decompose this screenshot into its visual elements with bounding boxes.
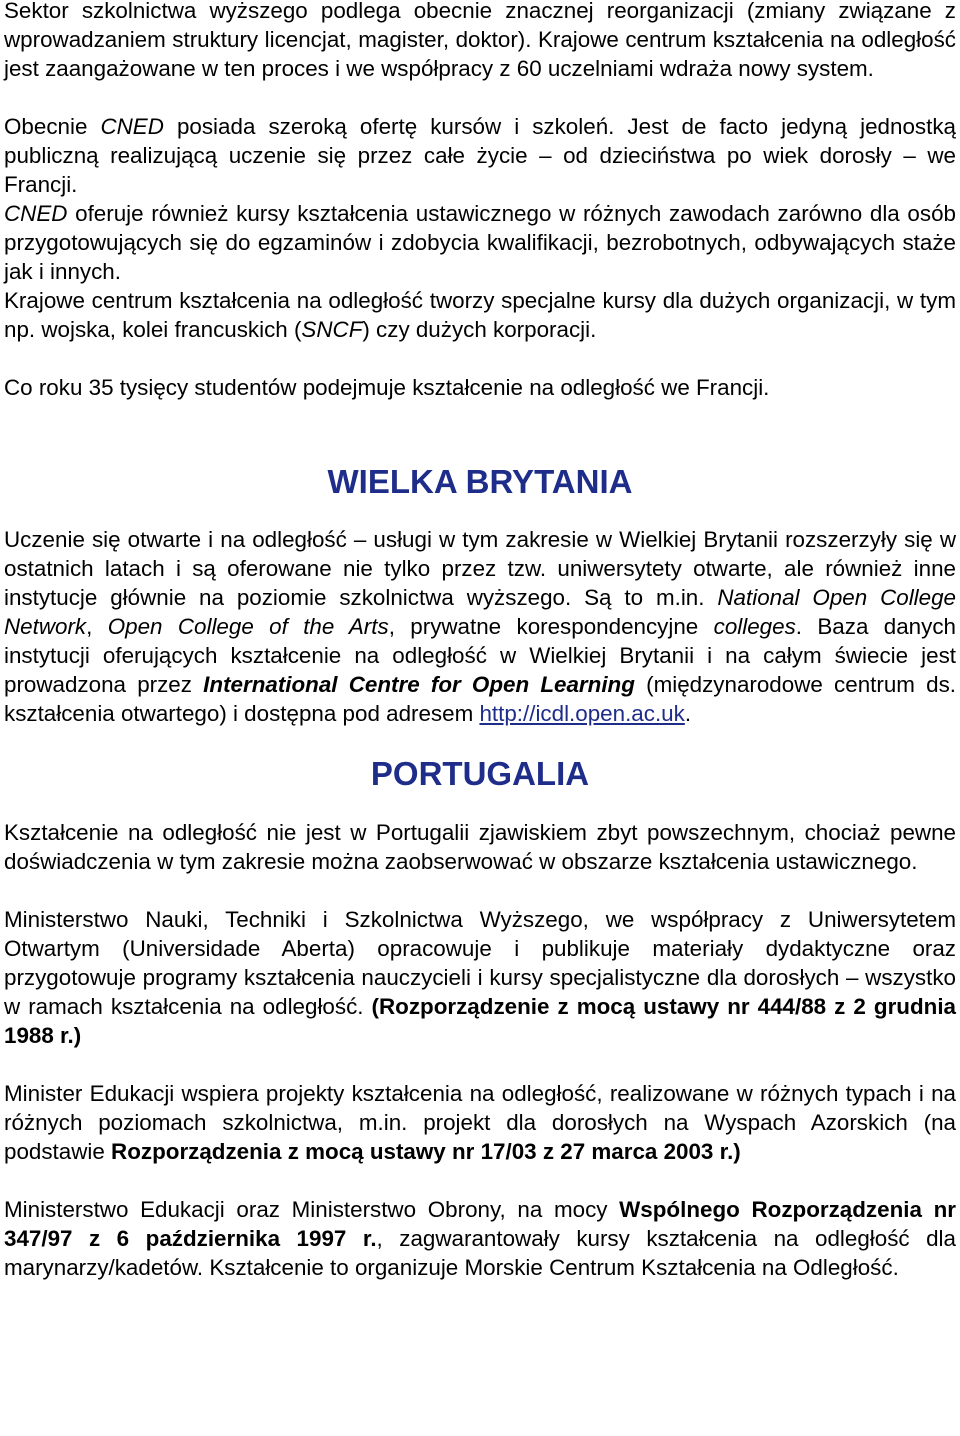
oca-term: Open College of the Arts <box>107 614 389 639</box>
text: Obecnie <box>4 114 101 139</box>
spacer <box>4 402 956 462</box>
spacer <box>4 876 956 905</box>
text: , zagwarantowały kursy kształcenia na odległość dla marynarzy/kadetów. Kształcenie to organizuje Morskie Centrum Kształcenia na Odległość. <box>4 1226 956 1280</box>
spacer <box>4 728 956 754</box>
text: Ministerstwo Edukacji oraz Ministerstwo Obrony, na mocy <box>4 1197 620 1222</box>
text: (międzynarodowe centrum ds. kształcenia otwartego) i dostępna pod adresem <box>4 672 957 726</box>
portugal-paragraph-3 <box>4 1079 956 1166</box>
section-heading-uk: WIELKA BRYTANIA <box>327 463 633 500</box>
text: , prywatne korespondencyjne <box>388 614 714 639</box>
noc-term: National Open College Network <box>4 585 957 639</box>
decree-444-88: (Rozporządzenie z mocą ustawy nr 444/88 z 2 grudnia 1988 r.) <box>4 994 956 1048</box>
text: . Baza danych instytucji oferujących kształcenie na odległość w Wielkiej Brytanii i na całym świecie jest prowadzona przez <box>4 614 956 697</box>
text: Ministerstwo Nauki, Techniki i Szkolnictwa Wyższego, we współpracy z Uniwersytetem Otwartym (Universidade Aberta) opracowuje i publikuje materiały dydaktyczne oraz przygotowuje programy kształcenia nauczycieli i kursy specjalistyczne dla dorosłych – wszystko w ramach kształcenia na odległość. <box>4 907 956 1019</box>
colleges-term: colleges <box>713 614 796 639</box>
france-paragraph-5: Co roku 35 tysięcy studentów podejmuje kształcenie na odległość we Francji. <box>4 375 770 400</box>
france-paragraph-3 <box>4 199 956 286</box>
text: , <box>86 614 108 639</box>
france-paragraph-1: Sektor szkolnictwa wyższego podlega obecnie znacznej reorganizacji (zmiany związane z wprowadzaniem struktury licencjat, magister, doktor). Krajowe centrum kształcenia na odległość jest zaangażowane w ten proces i we współpracy z 60 uczelniami wdraża nowy system. <box>4 0 956 81</box>
text: ) czy dużych korporacji. <box>362 317 597 342</box>
portugal-paragraph-2 <box>4 905 956 1050</box>
text: Krajowe centrum kształcenia na odległość tworzy specjalne kursy dla dużych organizacji, w tym np. wojska, kolei francuskich ( <box>4 288 956 342</box>
cned-term: CNED <box>100 114 164 139</box>
spacer <box>4 83 956 112</box>
text: Minister Edukacji wspiera projekty kształcenia na odległość, realizowane w różnych typach i na różnych poziomach szkolnictwa, m.in. projekt dla dorosłych na Wyspach Azorskich (na podstawie <box>4 1081 956 1164</box>
spacer <box>4 1050 956 1079</box>
spacer <box>4 502 956 525</box>
portugal-paragraph-1: Kształcenie na odległość nie jest w Portugalii zjawiskiem zbyt powszechnym, chociaż pewne doświadczenia w tym zakresie można zaobserwować w obszarze kształcenia ustawicznego. <box>4 820 956 874</box>
france-paragraph-2 <box>4 112 956 199</box>
portugal-paragraph-4 <box>4 1195 956 1282</box>
text: . <box>684 701 692 726</box>
icdl-link[interactable]: http://icdl.open.ac.uk <box>479 701 685 726</box>
decree-17-03: Rozporządzenia z mocą ustawy nr 17/03 z 27 marca 2003 r.) <box>111 1139 741 1164</box>
spacer <box>4 1166 956 1195</box>
france-paragraph-4 <box>4 286 956 344</box>
spacer <box>4 794 956 818</box>
section-heading-portugal: PORTUGALIA <box>370 755 590 792</box>
text: posiada szeroką ofertę kursów i szkoleń. Jest de facto jedyną jednostką publiczną realizującą uczenie się przez całe życie – od dzieciństwa po wiek dorosły – we Francji. <box>4 114 956 197</box>
uk-paragraph <box>4 525 956 728</box>
spacer <box>4 344 956 373</box>
text: oferuje również kursy kształcenia ustawicznego w różnych zawodach zarówno dla osób przygotowujących się do egzaminów i zdobycia kwalifikacji, bezrobotnych, odbywających staże jak i innych. <box>4 201 956 284</box>
cned-term: CNED <box>4 201 68 226</box>
sncf-term: SNCF <box>301 317 363 342</box>
decree-347-97: Wspólnego Rozporządzenia nr 347/97 z 6 października 1997 r. <box>4 1197 956 1251</box>
icol-term: International Centre for Open Learning <box>203 672 635 697</box>
text: Uczenie się otwarte i na odległość – usługi w tym zakresie w Wielkiej Brytanii rozszerzyły się w ostatnich latach i są oferowane nie tylko przez tzw. uniwersytety otwarte, ale również inne instytucje głównie na poziomie szkolnictwa wyższego. Są to m.in. <box>4 527 956 610</box>
